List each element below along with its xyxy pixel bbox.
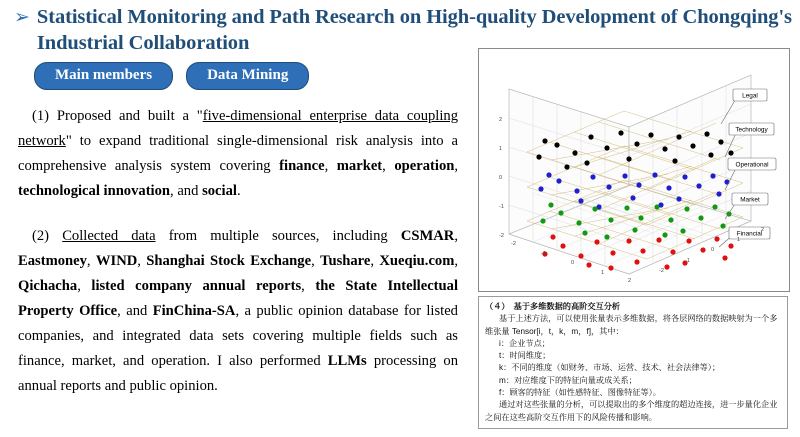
paragraph-one: [18, 104, 458, 204]
p1-bold-finance: finance: [279, 158, 325, 174]
callout-financial-label: Financial: [736, 230, 763, 238]
p1-sep2: ,: [382, 158, 395, 174]
p1-number: (1): [32, 108, 50, 124]
p1-sep4: , and: [170, 183, 203, 199]
note-item-3: m：对应维度下的特征向量或成关系；: [499, 375, 637, 385]
z-tick-4: 2: [499, 117, 503, 123]
bullet-icon: ➢: [14, 6, 30, 28]
scatter-plot-svg: [479, 49, 787, 289]
note-intro: 基于上述方法，可以使用张量表示多维数据，将各层网络的数据映射为一个多维张量 Tensor[i，t，k，m，f]，其中：: [485, 314, 778, 336]
p1-bold-tech-innovation: technological innovation: [18, 183, 171, 199]
p1-underlined-term: five-dimensional enterprise data coupling network: [18, 108, 458, 149]
chinese-note-box: [478, 296, 788, 429]
p1-bold-operation: operation: [394, 158, 455, 174]
callout-legal: [733, 89, 767, 101]
p2-source-2: WIND: [95, 253, 138, 269]
pill-main-members[interactable]: Main members: [34, 62, 173, 90]
paragraph-two: (2) Collected data from multiple sources, including CSMAR, Eastmoney, WIND, Shanghai Stock Exchange, Tushare, Xueqiu.com, Qichacha, listed company annual reports, the State Intellectual Property Office, and FinChina-SA, a public opinion database for listed companies, and integrated data sets covering multiple fields such as finance, market, and operation. I also performed LLMs processing on annual reports and public opinion.: [18, 228, 459, 394]
y-tick-4: 2: [761, 227, 765, 233]
z-tick-0: -2: [499, 233, 504, 239]
p2-seg2: , a public opinion database for listed companies, and integrated data sets covering multiple fields such as finance, market, and operation. I also performed: [18, 303, 458, 369]
p2-source-5: Xueqiu.com: [379, 253, 455, 269]
p1-sep1: ,: [324, 158, 337, 174]
p2-source-8: the State Intellectual Property Office: [18, 278, 459, 319]
p2-bold-llms: LLMs: [327, 353, 367, 369]
p1-end: .: [236, 183, 241, 199]
p2-number: (2): [32, 228, 50, 244]
title-text: Statistical Monitoring and Path Research on High-quality Development of Chongqing's Industrial Collaboration: [36, 6, 792, 54]
note-title: （４） 基于多维数据的高阶交互分析: [485, 302, 621, 311]
z-tick-1: -1: [499, 204, 504, 210]
scatter-plot-figure: [478, 48, 790, 292]
note-conclusion: 通过对这些张量的分析，可以提取出的多个维度的超边连接，进一步量化企业之间在这些高阶交互作用下的风险传播和影响。: [485, 400, 778, 422]
p1-bold-market: market: [336, 158, 383, 174]
pill-row: [18, 62, 468, 90]
callout-market: [732, 193, 768, 205]
note-item-4: f：顾客的特征（如性感特征、图像特征等）。: [499, 388, 661, 398]
y-tick-3: 1: [737, 237, 741, 243]
p2-seg1: from multiple sources, including: [155, 228, 401, 244]
y-tick-1: -1: [685, 258, 690, 264]
left-content-column: [18, 62, 468, 403]
note-item-1: t：时间维度；: [499, 351, 551, 361]
callout-technology-label: Technology: [735, 126, 768, 134]
callout-market-label: Market: [740, 196, 760, 204]
z-tick-2: 0: [499, 175, 503, 181]
callout-operational: [728, 158, 776, 170]
note-item-0: i：企业节点；: [499, 338, 550, 348]
p2-source-6: Qichacha: [18, 278, 78, 294]
p2-source-7: listed company annual reports: [91, 278, 302, 294]
p2-source-4: Tushare: [320, 253, 371, 269]
x-tick-4: 2: [628, 278, 632, 284]
callout-legal-label: Legal: [742, 92, 758, 100]
y-tick-2: 0: [711, 247, 715, 253]
p1-seg1: Proposed and built a ": [56, 108, 203, 124]
x-tick-3: 1: [601, 270, 605, 276]
x-tick-2: 0: [571, 260, 575, 266]
p1-seg2: " to expand traditional single-dimensional risk analysis into a comprehensive analysis system covering: [18, 133, 458, 174]
p1-bold-social: social: [202, 183, 237, 199]
note-item-2: k：不同的维度（如财务、市场、运营、技术、社会法律等）；: [499, 363, 721, 373]
z-tick-3: 1: [499, 146, 503, 152]
callout-technology: [729, 123, 774, 135]
callout-operational-label: Operational: [735, 161, 769, 169]
p2-source-3: Shanghai Stock Exchange: [146, 253, 312, 269]
p2-source-0: CSMAR: [400, 228, 455, 244]
pill-data-mining[interactable]: Data Mining: [186, 62, 309, 90]
p2-underlined-term: Collected data: [62, 228, 156, 244]
p2-source-9: FinChina-SA: [152, 303, 236, 319]
y-tick-0: -2: [659, 268, 664, 274]
p2-source-1: Eastmoney: [18, 253, 87, 269]
p1-sep3: ,: [454, 158, 459, 174]
x-tick-1: -1: [541, 251, 546, 257]
p2-seg3: processing on annual reports and public opinion.: [18, 353, 458, 394]
x-tick-0: -2: [511, 241, 516, 247]
